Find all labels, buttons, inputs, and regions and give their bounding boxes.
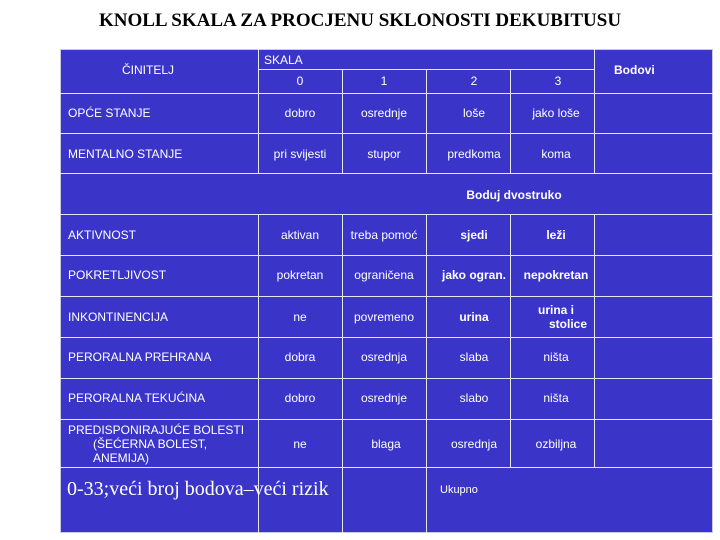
table-cell: stolice [548, 317, 588, 331]
total-label: Ukupno [440, 484, 478, 496]
grid-line [60, 337, 713, 338]
row-factor: ANEMIJA) [93, 451, 150, 465]
grid-line [426, 69, 427, 173]
row-factor: OPĆE STANJE [68, 106, 151, 120]
level-2: 2 [470, 74, 478, 88]
table-cell: pokretan [276, 268, 324, 282]
table-cell: dobro [284, 106, 316, 120]
grid-line [60, 173, 713, 174]
table-cell: loše [462, 106, 486, 120]
grid-line [426, 214, 427, 533]
row-factor: POKRETLJIVOST [68, 268, 167, 282]
row-factor: MENTALNO STANJE [68, 147, 183, 161]
row-factor: (ŠEĆERNA BOLEST, [93, 437, 208, 451]
grid-line [60, 296, 713, 297]
grid-line [60, 378, 713, 379]
table-cell: jako ogran. [441, 268, 507, 282]
row-factor: PERORALNA TEKUĆINA [68, 391, 206, 405]
score-note: 0-33;veći broj bodova–veći rizik [67, 478, 329, 500]
row-factor: AKTIVNOST [68, 228, 137, 242]
table-cell: osrednje [360, 391, 408, 405]
table-cell: blaga [371, 437, 401, 451]
grid-line [60, 214, 713, 215]
table-cell: urina [459, 310, 489, 324]
table-cell: osrednja [450, 437, 498, 451]
table-cell: dobro [284, 391, 316, 405]
header-factor: ČINITELJ [122, 63, 175, 77]
level-1: 1 [380, 74, 388, 88]
table-cell: nepokretan [523, 268, 589, 282]
table-cell: ograničena [354, 268, 414, 282]
table-cell: ne [293, 310, 307, 324]
table-cell: leži [546, 228, 566, 242]
grid-line [342, 69, 343, 173]
table-cell: koma [541, 147, 571, 161]
table-cell: ne [293, 437, 307, 451]
grid-line [60, 255, 713, 256]
table-cell: sjedi [460, 228, 488, 242]
table-cell: urina i [537, 303, 575, 317]
double-note: Boduj dvostruko [466, 188, 562, 202]
grid-line [510, 214, 511, 467]
grid-line [60, 133, 713, 134]
table-cell: aktivan [280, 228, 320, 242]
grid-line [594, 214, 595, 467]
header-scale: SKALA [264, 53, 303, 67]
grid-line [60, 419, 713, 420]
table-cell: jako loše [532, 106, 580, 120]
row-factor: PREDISPONIRAJUĆE BOLESTI [68, 423, 245, 437]
header-points: Bodovi [614, 63, 655, 77]
table-cell: ozbiljna [535, 437, 577, 451]
page-title: KNOLL SKALA ZA PROCJENU SKLONOSTI DEKUBITUSU [98, 10, 622, 31]
table-cell: slaba [459, 350, 489, 364]
grid-line [258, 49, 259, 173]
grid-line [594, 49, 595, 173]
level-3: 3 [554, 74, 562, 88]
grid-line [60, 93, 713, 94]
table-cell: osrednje [360, 106, 408, 120]
table-cell: dobra [284, 350, 316, 364]
table-cell: ništa [543, 391, 569, 405]
grid-line [60, 467, 713, 468]
level-0: 0 [296, 74, 304, 88]
table-cell: treba pomoć [350, 228, 418, 242]
scale-table [60, 49, 713, 533]
grid-line [510, 69, 511, 173]
table-cell: pri svijesti [273, 147, 327, 161]
row-factor: INKONTINENCIJA [68, 310, 169, 324]
grid-line [342, 214, 343, 533]
table-cell: slabo [459, 391, 489, 405]
table-cell: osrednja [360, 350, 408, 364]
table-cell: stupor [367, 147, 401, 161]
row-factor: PERORALNA PREHRANA [68, 350, 212, 364]
table-cell: ništa [543, 350, 569, 364]
table-cell: povremeno [353, 310, 415, 324]
table-cell: predkoma [447, 147, 501, 161]
